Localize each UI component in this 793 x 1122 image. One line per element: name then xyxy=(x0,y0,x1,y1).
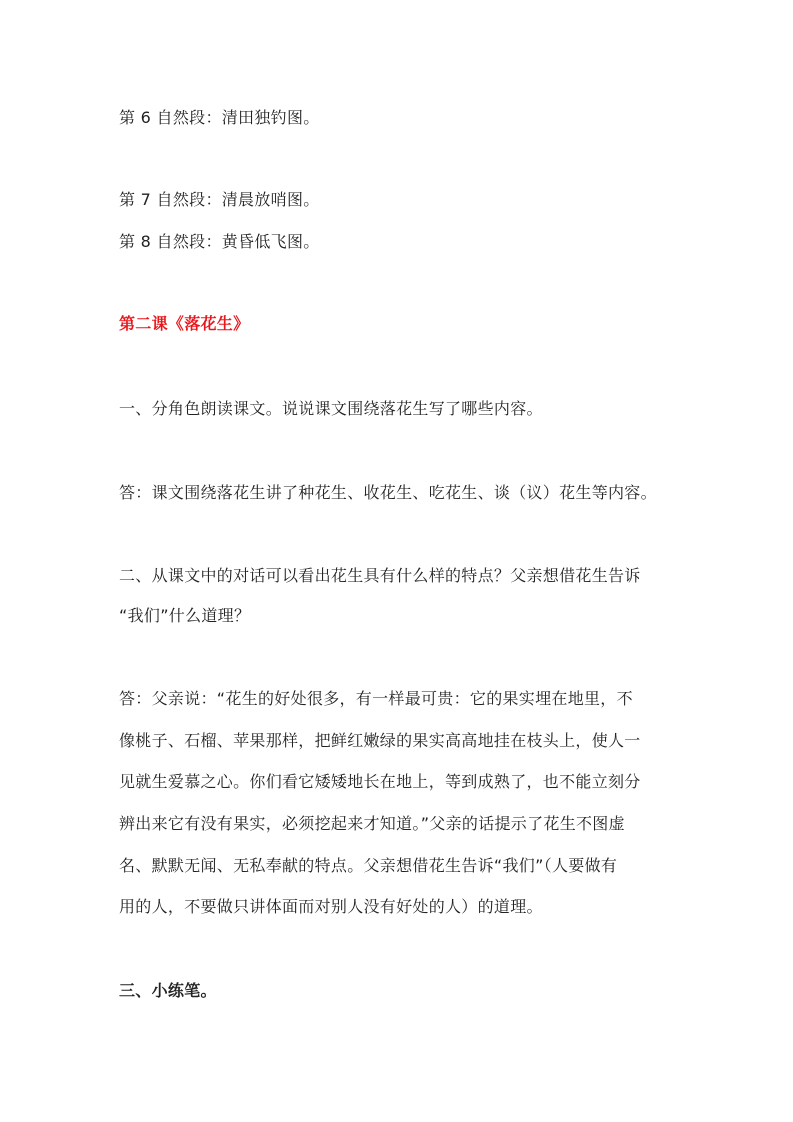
paragraph-6-summary: 第 6 自然段：清田独钓图。 xyxy=(119,108,320,127)
answer-2-line-4: 辨出来它有没有果实，必须挖起来才知道。”父亲的话提示了花生不图虚 xyxy=(119,814,625,833)
question-2-line-2: “我们”什么道理？ xyxy=(119,606,251,625)
paragraph-7-summary: 第 7 自然段：清晨放哨图。 xyxy=(119,190,320,209)
question-3: 三、小练笔。 xyxy=(119,981,217,1000)
paragraph-8-summary: 第 8 自然段：黄昏低飞图。 xyxy=(119,232,320,251)
answer-2-line-2: 像桃子、石榴、苹果那样，把鲜红嫩绿的果实高高地挂在枝头上，使人一 xyxy=(119,731,641,750)
answer-2-line-3: 见就生爱慕之心。你们看它矮矮地长在地上，等到成熟了，也不能立刻分 xyxy=(119,772,641,791)
answer-2-line-6: 用的人，不要做只讲体面而对别人没有好处的人）的道理。 xyxy=(119,897,543,916)
question-2-line-1: 二、从课文中的对话可以看出花生具有什么样的特点？父亲想借花生告诉 xyxy=(119,566,641,585)
answer-1: 答：课文围绕落花生讲了种花生、收花生、吃花生、谈（议）花生等内容。 xyxy=(119,483,657,502)
lesson-title: 第二课《落花生》 xyxy=(119,314,250,333)
answer-2-line-1: 答：父亲说：“花生的好处很多，有一样最可贵：它的果实埋在地里，不 xyxy=(119,689,633,708)
question-1: 一、分角色朗读课文。说说课文围绕落花生写了哪些内容。 xyxy=(119,399,543,418)
answer-2-line-5: 名、默默无闻、无私奉献的特点。父亲想借花生告诉“我们”（人要做有 xyxy=(119,856,618,875)
